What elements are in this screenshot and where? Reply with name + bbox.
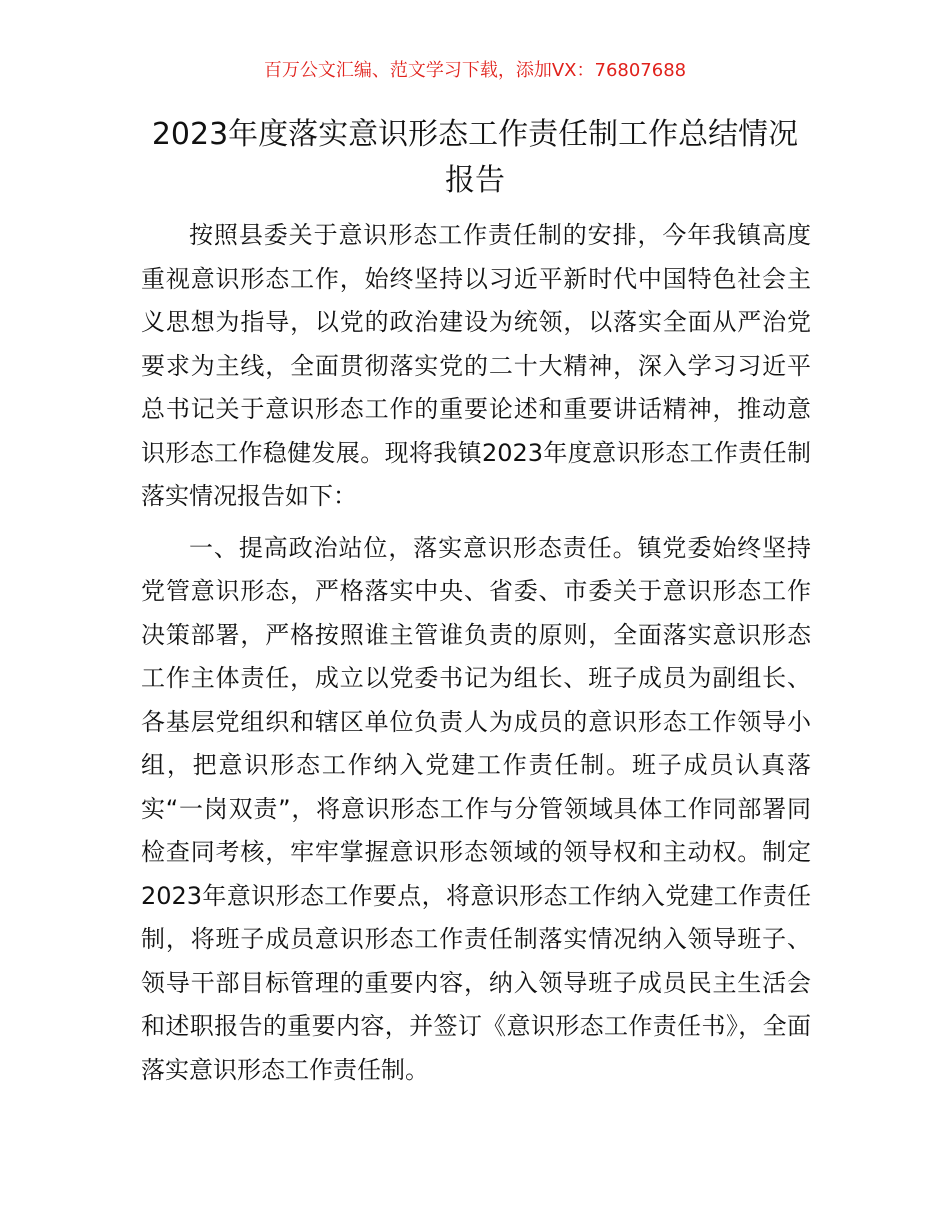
paragraph-section-1: 一、提高政治站位，落实意识形态责任。镇党委始终坚持党管意识形态，严格落实中央、省委、市委关于意识形态工作决策部署，严格按照谁主管谁负责的原则，全面落实意识形态工作主体责任，成立以党委书记为组长、班子成员为副组长、各基层党组织和辖区单位负责人为成员的意识形态工作领导小组，把意识形态工作纳入党建工作责任制。班子成员认真落实“一岗双责”，将意识形态工作与分管领域具体工作同部署同检查同考核，牢牢掌握意识形态领域的领导权和主动权。制定2023年意识形态工作要点，将意识形态工作纳入党建工作责任制，将班子成员意识形态工作责任制落实情况纳入领导班子、领导干部目标管理的重要内容，纳入领导班子成员民主生活会和述职报告的重要内容，并签订《意识形态工作责任书》，全面落实意识形态工作责任制。 [141, 533, 811, 1084]
header-watermark-note: 百万公文汇编、范文学习下载，添加VX：76807688 [263, 60, 687, 81]
paragraph-intro: 按照县委关于意识形态工作责任制的安排，今年我镇高度重视意识形态工作，始终坚持以习近平新时代中国特色社会主义思想为指导，以党的政治建设为统领，以落实全面从严治党要求为主线，全面贯彻落实党的二十大精神，深入学习习近平总书记关于意识形态工作的重要论述和重要讲话精神，推动意识形态工作稳健发展。现将我镇2023年度意识形态工作责任制落实情况报告如下： [141, 221, 811, 510]
document-body [141, 214, 811, 1100]
document-title: 2023年度落实意识形态工作责任制工作总结情况报告 [151, 117, 799, 198]
